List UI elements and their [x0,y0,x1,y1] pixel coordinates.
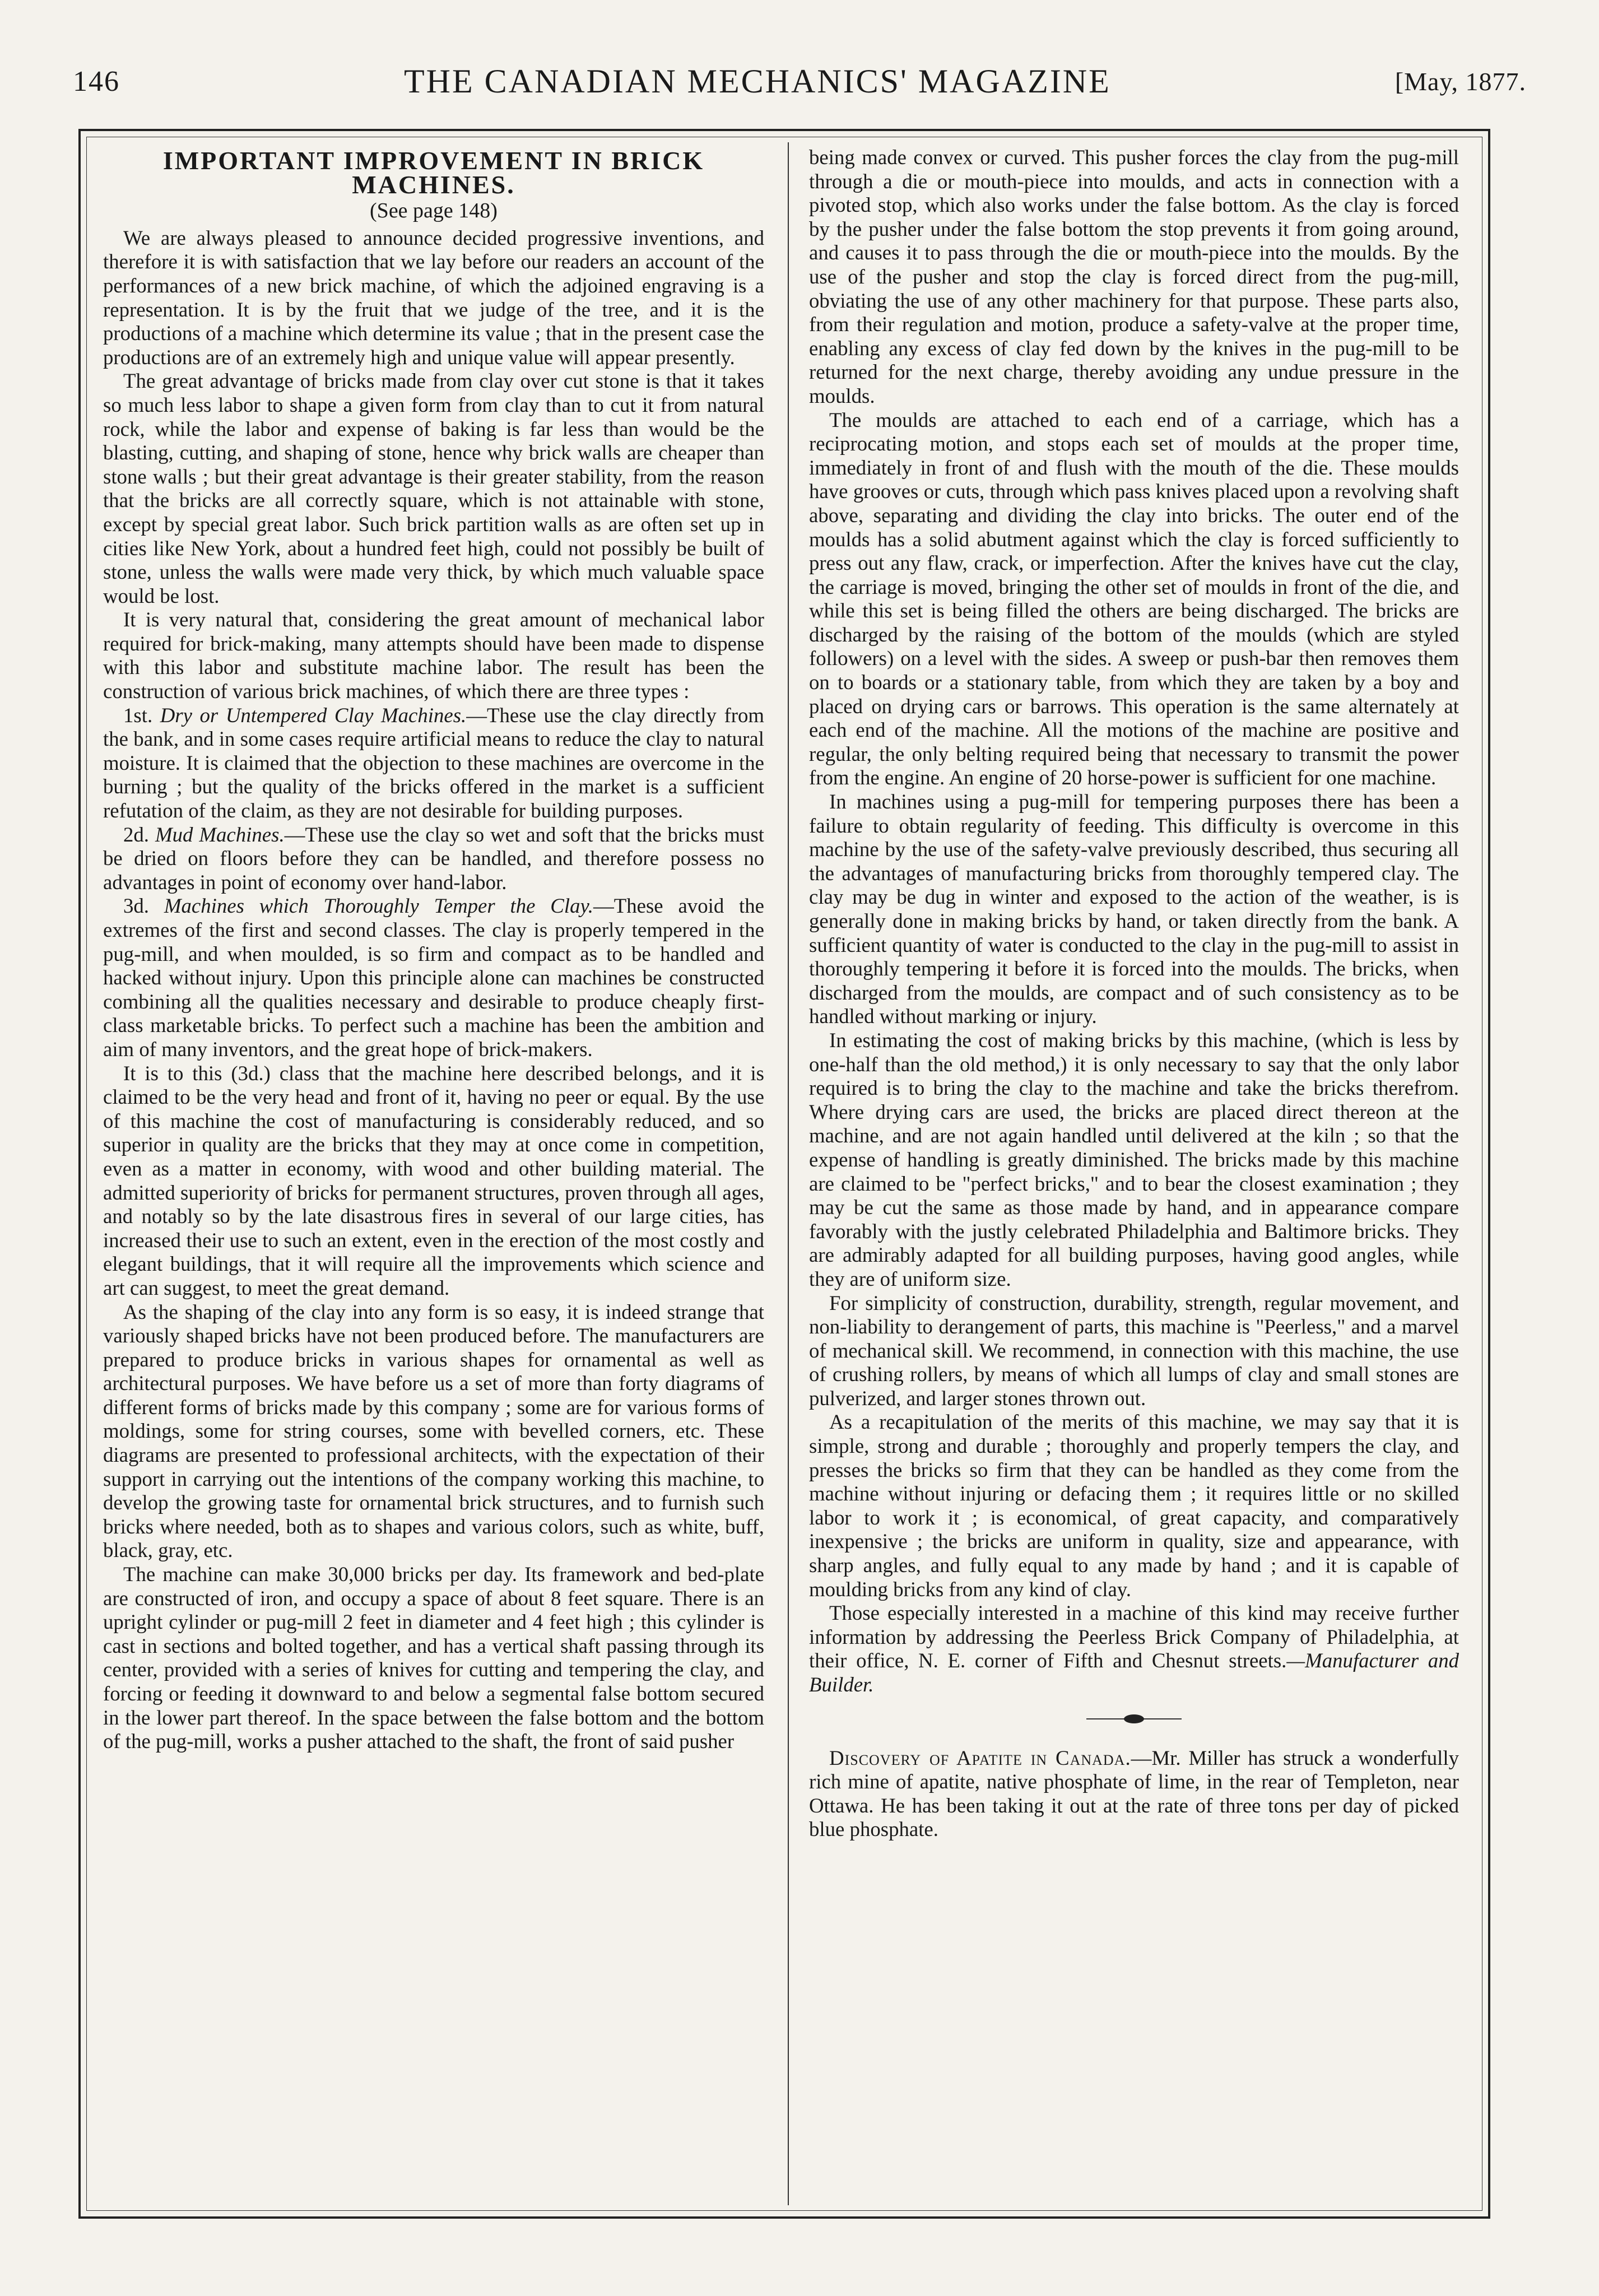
closing-text: Those especially interested in a machine of this kind may receive further information by addressing the Peerless Brick Company of Philadelphia, at their office, N. E. corner of Fifth and Chesnut streets. [809,1601,1459,1672]
paragraph: For simplicity of construction, durability, strength, regular movement, and non-liability to derangement of parts, this machine is "Peerless," and a marvel of mechanical skill. We recommend, in connection with this machine, the use of crushing rollers, by means of which all lumps of clay and small stones are pulverized, and larger stones thrown out. [809,1291,1459,1410]
issue-date: [May, 1877. [1395,67,1526,96]
notice-text: —Mr. Miller has struck a wonderfully rich mine of apatite, native phosphate of lime, in the rear of Templeton, near Ottawa. He has been taking it out at the rate of three tons per day of picked blue phosphate. [809,1746,1459,1841]
right-column [809,146,1459,2202]
notice-title: Discovery of Apatite in Canada. [829,1746,1131,1769]
paragraph: The machine can make 30,000 bricks per day. Its framework and bed-plate are constructed of iron, and occupy a space of about 8 feet square. There is an upright cylinder or pug-mill 2 feet in diameter and 4 feet high ; this cylinder is cast in sections and bolted together, and has a vertical shaft passing through its center, provided with a series of knives for cutting and tempering the clay, and forcing or feeding it downward to and below a segmental false bottom secured in the lower part thereof. In the space between the false bottom and the bottom of the pug-mill, works a pusher attached to the shaft, the front of said pusher [103,1563,764,1753]
type-text: —These avoid the extremes of the first and second classes. The clay is properly tempered in the pug-mill, and when moulded, is so firm and compact as to be handled and hacked without injury. Upon this principle alone can machines be constructed combining all the qualities necessary and desirable to produce cheaply first-class marketable bricks. To perfect such a machine has been the ambition and aim of many inventors, and the great hope of brick-makers. [103,894,764,1061]
running-head [73,56,1526,106]
article-frame [78,129,1490,2219]
paragraph: As a recapitulation of the merits of this machine, we may say that it is simple, strong and durable ; thoroughly and properly tempers the clay, and presses the bricks so firm that they can be handled as they come from the machine without injuring or defacing them ; it requires little or no skilled labor to work it ; is economical, of great capacity, and comparatively inexpensive ; the bricks are uniform in quality, size and appearance, with sharp angles, and fully equal to any made by hand ; and it is capable of moulding bricks from any kind of clay. [809,1410,1459,1601]
type-paragraph [103,704,764,823]
magazine-title: THE CANADIAN MECHANICS' MAGAZINE [404,62,1111,100]
paragraph: In machines using a pug-mill for tempering purposes there has been a failure to obtain regularity of feeding. This difficulty is overcome in this machine by the use of the safety-valve previously described, thus securing all the advantages of manufacturing bricks from thoroughly tempered clay. The clay may be dug in winter and exposed to the action of the weather, is is generally done in making bricks by hand, or taken directly from the bank. A sufficient quantity of water is conducted to the clay in the pug-mill to assist in thoroughly tempering it before it is forced into the moulds. The bricks, when discharged from the moulds, are compact and of such consistency as to be handled without marking or injury. [809,790,1459,1028]
page-number: 146 [73,65,120,97]
type-label: 3d. [123,894,149,918]
paragraph: It is very natural that, considering the great amount of mechanical labor required for brick-making, many attempts should have been made to dispense with this labor and substitute machine labor. The result has been the construction of various brick machines, of which there are three types : [103,608,764,703]
paragraph: It is to this (3d.) class that the machine here described belongs, and it is claimed to be the very head and front of it, having no peer or equal. By the use of this machine the cost of manufacturing is considerably reduced, and so superior in quality are the bricks that they may at once come in competition, even as a matter in economy, with wood and other building material. The admitted superiority of bricks for permanent structures, proven through all ages, and notably so by the late disastrous fires in several of our large cities, has increased their use to such an extent, even in the erection of the most costly and elegant buildings, that it will require all the improvements which science and art can suggest, to meet the great demand. [103,1061,764,1299]
type-paragraph [103,894,764,1061]
left-column [103,146,764,2202]
paragraph: In estimating the cost of making bricks by this machine, (which is less by one-half than the old method,) it is only necessary to say that the only labor required is to bring the clay to the machine and take the bricks therefrom. Where drying cars are used, the bricks are placed direct thereon at the machine, and are not again handled until delivered at the kiln ; so that the expense of handling is greatly diminished. The bricks made by this machine are claimed to be "perfect bricks," and to bear the closest examination ; they may be cut the same as those made by hand, and in appearance compare favorably with the justly celebrated Philadelphia and Baltimore bricks. They are admirably adapted for all building purposes, having good angles, while they are of uniform size. [809,1028,1459,1290]
column-rule [788,142,789,2205]
type-label: 1st. [123,703,153,727]
paragraph: The great advantage of bricks made from clay over cut stone is that it takes so much less labor to shape a given form from clay than to cut it from natural rock, while the labor and expense of baking is far less than would be the blasting, cutting, and shaping of stone, hence why brick walls are cheaper than stone walls ; but their great advantage is their greater stability, from the reason that the bricks are all correctly square, which is not attainable with stone, except by special great labor. Such brick partition walls as are often set up in cities like New York, about a hundred feet high, could not possibly be built of stone, unless the walls were made very thick, by which much valuable space would be lost. [103,369,764,607]
paragraph: The moulds are attached to each end of a carriage, which has a reciprocating motion, and stops each set of moulds at the proper time, immediately in front of and flush with the mouth of the die. These moulds have grooves or cuts, through which pass knives placed upon a revolving shaft above, separating and dividing the clay into bricks. The outer end of the moulds has a solid abutment against which the clay is forced sufficiently to press out any flaw, crack, or imperfection. After the knives have cut the clay, the carriage is moved, bringing the other set of moulds in front of the die, and while this set is being filled the others are being discharged. The bricks are discharged by the raising of the bottom of the moulds (which are styled followers) on a level with the sides. A sweep or push-bar then removes them on to boards or a stationary table, from which they are taken by a boy and placed on drying cars or barrows. This operation is the same alternately at each end of the machine. All the motions of the machine are positive and regular, the only belting required being that necessary to transmit the power from the engine. An engine of 20 horse-power is sufficient for one machine. [809,408,1459,789]
paragraph: being made convex or curved. This pusher forces the clay from the pug-mill through a die or mouth-piece into moulds, and acts in connection with a pivoted stop, which also works under the false bottom. As the clay is forced by the pusher under the false bottom the stop prevents it from going around, and causes it to pass through the die or mouth-piece into the moulds. By the use of the pusher and stop the clay is forced direct from the pug-mill, obviating the use of any other machinery for that purpose. These parts also, from their regulation and motion, produce a safety-valve at the proper time, enabling any excess of clay fed down by the knives in the pug-mill to be returned for the next charge, thereby avoiding any undue pressure in the moulds. [809,146,1459,407]
section-divider [1086,1714,1182,1724]
paragraph: We are always pleased to announce decided progressive inventions, and therefore it is with satisfaction that we lay before our readers an account of the performances of a new brick machine, of which the adjoined engraving is a representation. It is by the fruit that we judge of the tree, and it is the productions of a machine which determine its value ; that in the present case the productions are of an extremely high and unique value will appear presently. [103,226,764,369]
notice-paragraph [809,1746,1459,1842]
type-name: Mud Machines. [155,822,285,846]
source-credit: —Manufacturer and Builder. [809,1649,1459,1696]
article-headline: IMPORTANT IMPROVEMENT IN BRICK MACHINES. [162,146,705,199]
type-text: —These use the clay so wet and soft that the bricks must be dried on floors before they can be handled, and therefore possess no advantages in point of economy over hand-labor. [103,822,764,894]
type-paragraph [103,823,764,895]
type-text: —These use the clay directly from the bank, and in some cases require artificial means to reduce the clay to natural moisture. It is claimed that the objection to these machines are overcome in the burning ; but the quality of the bricks offered in the market is a sufficient refutation of the claim, as they are not desirable for building purposes. [103,703,764,822]
see-page-note: (See page 148) [370,199,498,223]
paragraph: As the shaping of the clay into any form is so easy, it is indeed strange that variously shaped bricks have not been produced before. The manufacturers are prepared to produce bricks in various shapes for ornamental as well as architectural purposes. We have before us a set of more than forty diagrams of different forms of bricks made by this company ; some are for various forms of moldings, some for string courses, some with bevelled corners, etc. These diagrams are presented to professional architects, with the expectation of their support in carrying out the intentions of the company working this machine, to develop the growing taste for ornamental brick structures, and to furnish such bricks where needed, both as to shapes and various colors, such as white, buff, black, gray, etc. [103,1300,764,1562]
type-label: 2d. [123,822,149,846]
type-name: Dry or Untempered Clay Machines. [160,703,467,727]
closing-paragraph [809,1601,1459,1697]
type-name: Machines which Thoroughly Temper the Clay. [164,894,593,918]
